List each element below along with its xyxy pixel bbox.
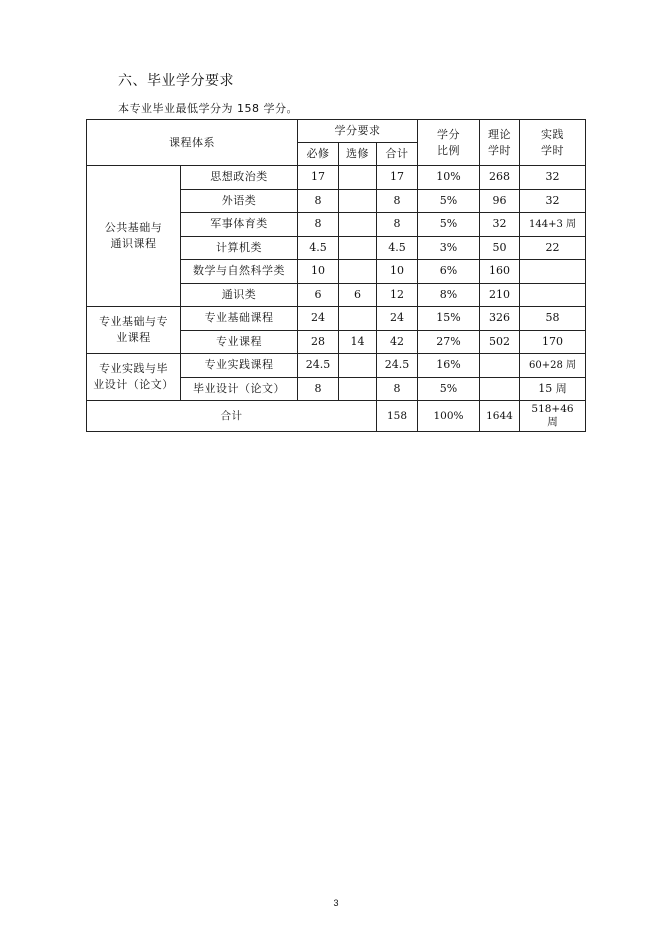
min-credit-note: 本专业毕业最低学分为 158 学分。	[118, 102, 298, 115]
cell-theory-hours	[480, 354, 520, 378]
group-label: 公共基础与 通识课程	[87, 166, 181, 307]
page-number: 3	[333, 898, 339, 908]
course-category: 计算机类	[181, 236, 298, 260]
cell-ratio: 6%	[418, 260, 480, 284]
header-total: 合计	[377, 143, 418, 166]
cell-elective	[339, 354, 377, 378]
cell-elective	[339, 166, 377, 190]
cell-practice-hours: 22	[520, 236, 586, 260]
total-theory-hours: 1644	[480, 401, 520, 432]
cell-theory-hours: 502	[480, 330, 520, 354]
cell-elective: 6	[339, 283, 377, 307]
cell-theory-hours: 326	[480, 307, 520, 331]
total-practice-hours: 518+46 周	[520, 401, 586, 432]
cell-total: 42	[377, 330, 418, 354]
table-row	[87, 354, 586, 378]
section-title: 六、毕业学分要求	[118, 73, 234, 89]
course-category: 专业基础课程	[181, 307, 298, 331]
cell-practice-hours	[520, 283, 586, 307]
cell-required: 4.5	[298, 236, 339, 260]
course-category: 思想政治类	[181, 166, 298, 190]
cell-total: 24	[377, 307, 418, 331]
course-category: 军事体育类	[181, 213, 298, 237]
cell-practice-hours	[520, 260, 586, 284]
cell-required: 28	[298, 330, 339, 354]
cell-elective	[339, 213, 377, 237]
course-category: 数学与自然科学类	[181, 260, 298, 284]
cell-practice-hours: 144+3 周	[520, 213, 586, 237]
group-label: 专业实践与毕 业设计（论文）	[87, 354, 181, 401]
total-row	[87, 401, 586, 432]
cell-elective	[339, 307, 377, 331]
total-credits: 158	[377, 401, 418, 432]
cell-theory-hours: 32	[480, 213, 520, 237]
cell-required: 8	[298, 377, 339, 401]
cell-total: 8	[377, 189, 418, 213]
cell-practice-hours: 170	[520, 330, 586, 354]
cell-theory-hours: 160	[480, 260, 520, 284]
header-required: 必修	[298, 143, 339, 166]
cell-ratio: 8%	[418, 283, 480, 307]
header-elective: 选修	[339, 143, 377, 166]
cell-ratio: 15%	[418, 307, 480, 331]
cell-ratio: 27%	[418, 330, 480, 354]
table-row	[87, 307, 586, 331]
cell-practice-hours: 60+28 周	[520, 354, 586, 378]
cell-elective	[339, 189, 377, 213]
cell-required: 8	[298, 189, 339, 213]
header-credit-requirement: 学分要求	[298, 120, 418, 143]
group-label: 专业基础与专 业课程	[87, 307, 181, 354]
cell-theory-hours: 210	[480, 283, 520, 307]
cell-theory-hours: 268	[480, 166, 520, 190]
cell-required: 6	[298, 283, 339, 307]
cell-theory-hours: 50	[480, 236, 520, 260]
header-credit-ratio: 学分 比例	[418, 120, 480, 166]
cell-required: 10	[298, 260, 339, 284]
credit-requirements-table	[86, 119, 586, 432]
cell-ratio: 5%	[418, 377, 480, 401]
cell-total: 8	[377, 213, 418, 237]
cell-ratio: 16%	[418, 354, 480, 378]
cell-practice-hours: 32	[520, 189, 586, 213]
cell-ratio: 3%	[418, 236, 480, 260]
cell-theory-hours	[480, 377, 520, 401]
cell-elective	[339, 377, 377, 401]
cell-required: 8	[298, 213, 339, 237]
cell-elective	[339, 260, 377, 284]
total-ratio: 100%	[418, 401, 480, 432]
cell-ratio: 10%	[418, 166, 480, 190]
cell-ratio: 5%	[418, 213, 480, 237]
cell-required: 24	[298, 307, 339, 331]
header-theory-hours: 理论 学时	[480, 120, 520, 166]
total-label: 合计	[87, 401, 377, 432]
cell-theory-hours: 96	[480, 189, 520, 213]
cell-required: 24.5	[298, 354, 339, 378]
cell-practice-hours: 58	[520, 307, 586, 331]
cell-ratio: 5%	[418, 189, 480, 213]
course-category: 专业实践课程	[181, 354, 298, 378]
course-category: 外语类	[181, 189, 298, 213]
course-category: 通识类	[181, 283, 298, 307]
cell-total: 24.5	[377, 354, 418, 378]
table-row	[87, 166, 586, 190]
cell-total: 10	[377, 260, 418, 284]
course-category: 毕业设计（论文）	[181, 377, 298, 401]
cell-practice-hours: 15 周	[520, 377, 586, 401]
course-category: 专业课程	[181, 330, 298, 354]
header-course-system: 课程体系	[87, 120, 298, 166]
cell-elective	[339, 236, 377, 260]
cell-elective: 14	[339, 330, 377, 354]
cell-total: 8	[377, 377, 418, 401]
header-practice-hours: 实践 学时	[520, 120, 586, 166]
cell-required: 17	[298, 166, 339, 190]
cell-total: 17	[377, 166, 418, 190]
cell-total: 12	[377, 283, 418, 307]
cell-total: 4.5	[377, 236, 418, 260]
cell-practice-hours: 32	[520, 166, 586, 190]
